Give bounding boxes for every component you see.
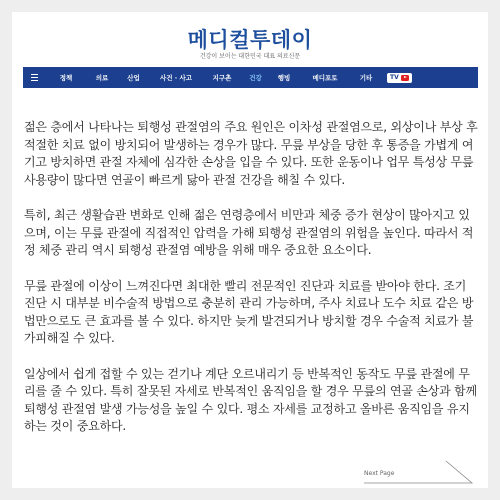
nav-item-industry[interactable]: 산업 bbox=[127, 74, 140, 82]
article-paragraph: 일상에서 쉽게 접할 수 있는 걷기나 계단 오르내리기 등 반복적인 동작도 무릎 관절에 무리를 줄 수 있다. 특히 잘못된 자세로 반복적인 움직임을 할 경우 무릎의 연골 손상과 함께 퇴행성 관절염 발생 가능성을 높일 수 있다. 평소 자세를 교정하고 올바른 움직임을 유지하는 것이 중요하다. bbox=[24, 366, 477, 433]
nav-item-medical[interactable]: 의료 bbox=[95, 74, 109, 82]
logo-subtitle: 건강이 보이는 대한민국 대표 의료신문 bbox=[199, 53, 301, 60]
nav-item-medi-photo[interactable]: 메디포토 bbox=[312, 74, 338, 82]
youtube-play-icon bbox=[401, 75, 409, 81]
next-page-label: Next Page bbox=[364, 470, 395, 477]
next-arrow-icon bbox=[364, 457, 474, 487]
logo-title: 메디컬투데이 bbox=[187, 28, 313, 52]
site-logo[interactable] bbox=[12, 28, 488, 62]
article-paragraph: 특히, 최근 생활습관 변화로 인해 젊은 연령층에서 비만과 체중 증가 현상이 많아지고 있으며, 이는 무릎 관절에 직접적인 압력을 가해 퇴행성 관절염의 위험을 높인다. 따라서 적정 체중 관리 역시 퇴행성 관절염 예방을 위해 매우 중요한 요소이다. bbox=[24, 208, 474, 257]
article-paragraph: 젊은 층에서 나타나는 퇴행성 관절염의 주요 원인은 이차성 관절염으로, 외상이나 부상 후 적절한 치료 없이 방치되어 발생하는 경우가 많다. 무릎 부상을 당한 후 통증을 가볍게 여기고 방치하면 관절 자체에 심각한 손상을 입을 수 있다. 또한 운동이나 업무 특성상 무릎 사용량이 많다면 연골이 빠르게 닳아 관절 건강을 해칠 수 있다. bbox=[24, 120, 478, 187]
nav-item-happening[interactable]: 행빙 bbox=[277, 74, 291, 82]
article-paragraph: 무릎 관절에 이상이 느껴진다면 최대한 빨리 전문적인 진단과 치료를 받아야 한다. 조기 진단 시 대부분 비수술적 방법으로 충분히 관리 가능하며, 주사 치료나 도수 치료 같은 방법만으로도 큰 효과를 볼 수 있다. 하지만 늦게 발견되거나 방치할 경우 수술적 치료가 불가피해질 수 있다. bbox=[24, 278, 474, 345]
nav-item-policy[interactable]: 정책 bbox=[59, 74, 73, 82]
nav-item-health[interactable]: 건강 bbox=[249, 74, 262, 82]
nav-item-etc[interactable]: 기타 bbox=[359, 74, 373, 82]
page-card bbox=[12, 12, 488, 488]
nav-item-incidents[interactable]: 사건 · 사고 bbox=[159, 74, 193, 82]
hamburger-menu-icon[interactable] bbox=[23, 67, 45, 88]
tv-label: TV bbox=[390, 74, 399, 81]
article-body bbox=[24, 119, 480, 454]
main-nav bbox=[23, 67, 478, 88]
nav-item-global[interactable]: 지구촌 bbox=[212, 74, 232, 82]
next-page-link[interactable] bbox=[364, 457, 474, 487]
tv-button[interactable] bbox=[387, 73, 412, 83]
